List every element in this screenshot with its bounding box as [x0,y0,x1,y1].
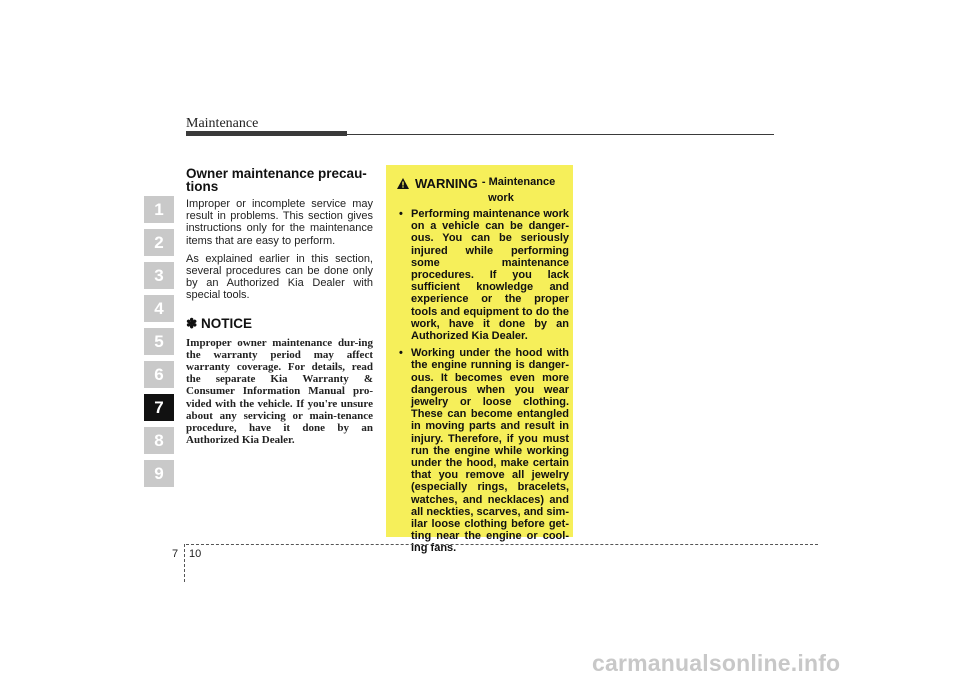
chapter-tab-9[interactable]: 9 [144,460,174,487]
page-header-title: Maintenance [186,116,259,131]
dealer-paragraph: As explained earlier in this section, several procedures can be done only by an Authorized Kia Dealer with special tools. [186,252,373,302]
warning-bullet [393,347,569,554]
bullet-mark: • [399,208,403,220]
section-heading: Owner maintenance precau-tions [186,166,367,194]
warning-bullet-text: Performing maintenance work on a vehicle can be danger-ous. You can be seriously injured while performing some maintenance procedures. If you lack sufficient knowledge and experience or the proper tools and equipment to do the work, have it done by an Authorized Kia Dealer. [411,208,569,343]
header-rule-thin [347,134,774,135]
chapter-tab-4[interactable]: 4 [144,295,174,322]
chapter-tab-7[interactable]: 7 [144,394,174,421]
intro-paragraph: Improper or incomplete service may result in problems. This section gives instructions only for the maintenance items that are easy to perform. [186,198,373,247]
warning-bullet-text: Working under the hood with the engine running is danger-ous. It becomes even more dangerous when you wear jewelry or loose clothing. These can become entangled in moving parts and result in injury. Therefore, if you must run the engine while working under the hood, make certain that you remove all jewelry (especially rings, bracelets, watches, and necklaces) and all neckties, scarves, and sim-ilar loose clothing before get-ting near the engine or cool-ing fans. [411,347,569,555]
chapter-tabs [144,196,174,493]
footer-chapter-number: 7 [172,548,179,560]
warning-box [386,165,573,555]
left-column [186,167,373,446]
bullet-mark: • [399,347,403,360]
footer-page-number: 10 [189,548,202,560]
warning-bullet [393,208,569,342]
chapter-tab-3[interactable]: 3 [144,262,174,289]
chapter-tab-2[interactable]: 2 [144,229,174,256]
watermark: carmanualsonline.info [592,650,841,676]
warning-header [393,176,569,191]
warning-subtitle: - Maintenance [481,176,556,188]
footer-divider [184,544,185,582]
warning-title: WARNING [415,176,478,191]
warning-triangle-icon [397,178,409,189]
chapter-tab-5[interactable]: 5 [144,328,174,355]
chapter-tab-1[interactable]: 1 [144,196,174,223]
notice-heading: ✽ NOTICE [186,315,253,331]
notice-body: Improper owner maintenance dur-ing the warranty period may affect warranty coverage. For details, read the separate Kia Warranty & Consumer Information Manual pro-vided with the vehicle. If you're unsure about any servicing or main-tenance procedure, have it done by an Authorized Kia Dealer. [186,336,373,447]
footer-rule [186,544,818,545]
header-rule-thick [186,131,347,136]
warning-subtitle-continued: work [488,192,514,204]
chapter-tab-8[interactable]: 8 [144,427,174,454]
chapter-tab-6[interactable]: 6 [144,361,174,388]
